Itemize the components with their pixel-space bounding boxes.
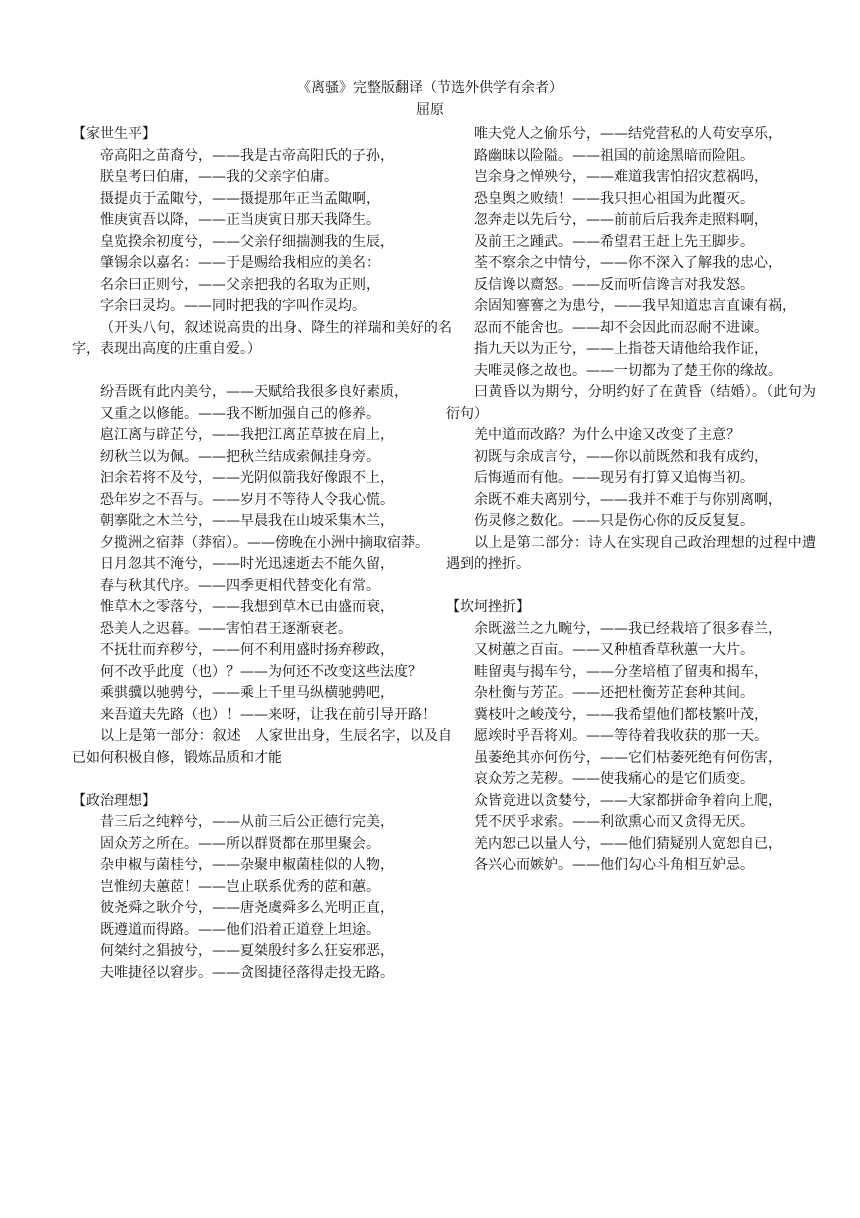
text-line: 来吾道夫先路（也）！——来呀，让我在前引导开路！ [100, 706, 436, 723]
text-line: 畦留夷与揭车兮，——分垄培植了留夷和揭车， [474, 663, 768, 680]
text-line: 夫唯灵修之故也。——一切都为了楚王你的缘故。 [474, 362, 782, 379]
text-line: 夕揽洲之宿莽（莽宿）。——傍晚在小洲中摘取宿莽。 [100, 534, 429, 551]
text-line: 余既不难夫离别兮，——我并不难于与你别离啊， [474, 491, 782, 508]
text-line: 纫秋兰以为佩。——把秋兰结成索佩挂身旁。 [100, 448, 380, 465]
text-line: 杂杜衡与芳芷。——还把杜衡芳芷套种其间。 [474, 685, 754, 701]
text-line: 路幽昧以险隘。——祖国的前途黑暗而险阻。 [474, 147, 754, 164]
text-line: 惟庚寅吾以降，——正当庚寅日那天我降生。 [100, 212, 380, 228]
text-line: 夫唯捷径以窘步。——贪图捷径落得走投无路。 [100, 964, 394, 981]
text-line: 皇览揆余初度兮，——父亲仔细揣测我的生辰， [100, 233, 394, 250]
text-line: 不抚壮而弃秽兮，——何不利用盛时扬弃秽政， [100, 642, 394, 658]
text-line: 何不改乎此度（也）？——为何还不改变这些法度？ [100, 663, 422, 680]
right-column [446, 124, 816, 877]
text-line: 岂余身之惮殃兮，——难道我害怕招灾惹祸吗， [474, 169, 768, 185]
text-line: 反信谗以齌怒。——反而听信谗言对我发怒。 [474, 276, 754, 293]
left-column [72, 124, 452, 984]
text-line: 众皆竞进以贪婪兮，——大家都拼命争着向上爬， [474, 792, 782, 809]
text-line: 以上是第二部分：诗人在实现自己政治理想的过程中遭遇到的挫折。 [446, 534, 816, 572]
text-line: 指九天以为正兮，——上指苍天请他给我作证， [474, 341, 768, 357]
section-heading: 【坎坷挫折】 [446, 599, 530, 615]
text-line: 余既滋兰之九畹兮，——我已经栽培了很多春兰， [474, 620, 782, 637]
blank-line [72, 769, 452, 791]
text-line: 名余曰正则兮，——父亲把我的名取为正则， [100, 276, 380, 293]
text-line: 岂惟纫夫蕙茝！——岂止联系优秀的茝和蕙。 [100, 878, 380, 895]
text-line: 初既与余成言兮，——你以前既然和我有成约， [474, 448, 768, 465]
blank-line [72, 361, 452, 383]
text-line: 又树蕙之百亩。——又种植香草秋蕙一大片。 [474, 642, 754, 658]
text-line: 扈江离与辟芷兮，——我把江离芷草披在肩上， [100, 427, 394, 443]
text-line: 何桀纣之猖披兮，——夏桀殷纣多么狂妄邪恶， [100, 943, 394, 959]
text-line: 忽奔走以先后兮，——前前后后我奔走照料啊， [474, 212, 768, 228]
text-line: 朝搴阰之木兰兮，——早晨我在山坡采集木兰， [100, 513, 394, 529]
text-line: 各兴心而嫉妒。——他们勾心斗角相互妒忌。 [474, 857, 754, 873]
document-author: 屈原 [416, 102, 444, 118]
text-line: 及前王之踵武。——希望君王赶上先王脚步。 [474, 233, 754, 250]
text-line: 伤灵修之数化。——只是伤心你的反反复复。 [474, 513, 754, 529]
text-line: 既遵道而得路。——他们沿着正道登上坦途。 [100, 921, 380, 938]
text-line: 纷吾既有此内美兮，——天赋给我很多良好素质， [100, 384, 408, 400]
text-line: 肇锡余以嘉名：——于是赐给我相应的美名： [100, 255, 380, 271]
text-line: 哀众芳之芜秽。——使我痛心的是它们质变。 [474, 771, 754, 787]
text-line: 彼尧舜之耿介兮，——唐尧虞舜多么光明正直， [100, 900, 394, 916]
text-line: 凭不厌乎求索。——利欲熏心而又贪得无厌。 [474, 814, 754, 830]
text-line: 荃不察余之中情兮，——你不深入了解我的忠心， [474, 255, 782, 271]
text-line: 恐美人之迟暮。——害怕君王逐渐衰老。 [100, 620, 352, 637]
text-line: 昔三后之纯粹兮，——从前三后公正德行完美， [100, 814, 394, 830]
text-line: 春与秋其代序。——四季更相代替变化有常。 [100, 577, 380, 594]
text-line: 愿竢时乎吾将刈。——等待着我收获的那一天。 [474, 728, 768, 744]
section-heading: 【家世生平】 [72, 126, 156, 142]
text-line: 余固知謇謇之为患兮，——我早知道忠言直谏有祸， [474, 298, 796, 314]
text-line: 忍而不能舍也。——却不会因此而忍耐不进谏。 [474, 319, 768, 336]
text-line: 冀枝叶之峻茂兮，——我希望他们都枝繁叶茂， [474, 706, 768, 723]
text-line: 曰黄昏以为期兮，分明约好了在黄昏（结婚）。（此句为衍句） [446, 384, 816, 422]
blank-line [446, 576, 816, 598]
text-line: 帝高阳之苗裔兮，——我是古帝高阳氏的子孙， [100, 147, 394, 164]
text-line: 唯夫党人之偷乐兮，——结党营私的人苟安享乐， [474, 126, 782, 142]
text-line: （开头八句，叙述说高贵的出身、降生的祥瑞和美好的名字，表现出高度的庄重自爱。） [72, 319, 452, 357]
text-line: 羌中道而改路？为什么中途又改变了主意？ [474, 427, 740, 443]
section-heading: 【政治理想】 [72, 792, 156, 809]
text-line: 杂申椒与菌桂兮，——杂聚申椒菌桂似的人物， [100, 857, 394, 873]
text-line: 以上是第一部分：叙述 人家世出身，生辰名字，以及自已如何积极自修，锻炼品质和才能 [72, 728, 452, 766]
text-line: 字余曰灵均。——同时把我的字叫作灵均。 [100, 298, 366, 314]
text-line: 摄提贞于孟陬兮，——摄提那年正当孟陬啊， [100, 190, 380, 207]
text-line: 汩余若将不及兮，——光阴似箭我好像跟不上， [100, 470, 394, 486]
text-line: 固众芳之所在。——所以群贤都在那里聚会。 [100, 835, 380, 852]
text-line: 羌内恕己以量人兮，——他们猜疑别人宽恕自已， [474, 835, 782, 852]
text-line: 恐皇舆之败绩！——我只担心祖国为此覆灭。 [474, 190, 754, 207]
text-line: 又重之以修能。——我不断加强自己的修养。 [100, 405, 380, 422]
text-line: 虽萎绝其亦何伤兮，——它们枯萎死绝有何伤害， [474, 749, 782, 766]
text-line: 惟草木之零落兮，——我想到草木已由盛而衰， [100, 599, 394, 615]
text-line: 后悔遁而有他。——现另有打算又追悔当初。 [474, 470, 754, 486]
text-line: 乘骐骥以驰骋兮，——乘上千里马纵横驰骋吧， [100, 685, 394, 701]
text-line: 日月忽其不淹兮，——时光迅速逝去不能久留， [100, 556, 394, 572]
text-line: 恐年岁之不吾与。——岁月不等待人令我心慌。 [100, 491, 394, 508]
text-line: 朕皇考曰伯庸，——我的父亲字伯庸。 [100, 169, 338, 185]
document-title: 《离骚》完整版翻译（节选外供学有余者） [297, 80, 563, 96]
